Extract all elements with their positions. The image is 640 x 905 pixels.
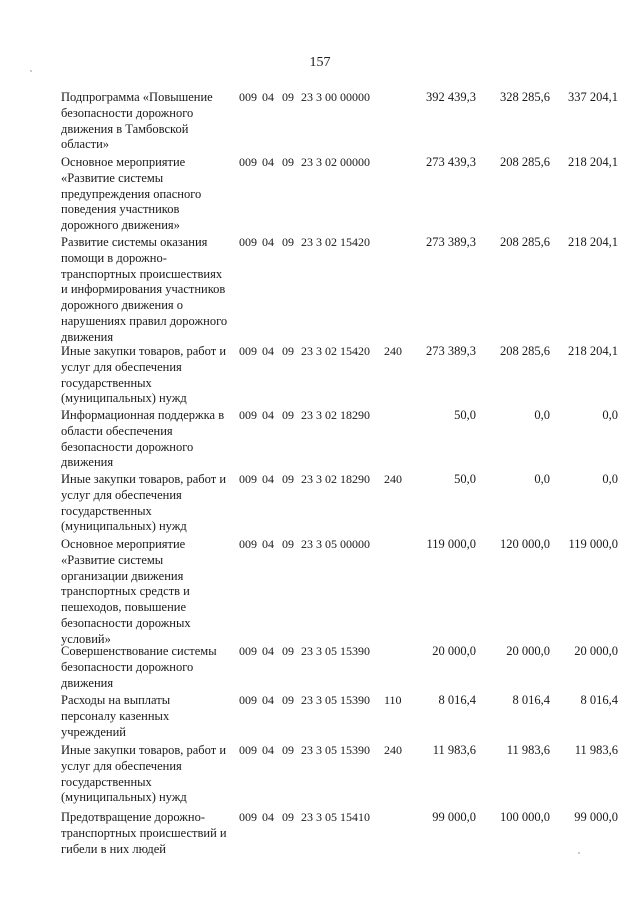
row-name: Иные закупки товаров, работ и услуг для обеспечения государственных (муниципальных) нужд xyxy=(61,344,227,406)
amount-year-2: 8 016,4 xyxy=(512,693,550,707)
amount-year-1: 273 439,3 xyxy=(426,155,476,169)
grbs-code: 009 xyxy=(239,644,257,658)
amount-year-3: 119 000,0 xyxy=(568,537,618,551)
amount-year-1: 273 389,3 xyxy=(426,235,476,249)
amount-year-3: 99 000,0 xyxy=(574,810,618,824)
section-code: 04 xyxy=(262,344,274,358)
amount-year-3: 8 016,4 xyxy=(580,693,618,707)
row-name: Иные закупки товаров, работ и услуг для обеспечения государственных (муниципальных) нужд xyxy=(61,743,227,805)
section-code: 04 xyxy=(262,810,274,824)
grbs-code: 009 xyxy=(239,472,257,486)
amount-year-1: 11 983,6 xyxy=(432,743,476,757)
amount-year-1: 50,0 xyxy=(454,408,476,422)
amount-year-2: 100 000,0 xyxy=(500,810,550,824)
scan-speck xyxy=(578,852,580,854)
subsection-code: 09 xyxy=(282,472,294,486)
amount-year-1: 50,0 xyxy=(454,472,476,486)
row-name: Развитие системы оказания помощи в дорожно- транспортных происшествиях и информирования участников дорожного движения о нарушениях правил дорожного движения xyxy=(61,235,228,344)
target-article-code: 23 3 05 15390 xyxy=(301,644,370,658)
amount-year-3: 218 204,1 xyxy=(568,344,618,358)
section-code: 04 xyxy=(262,693,274,707)
row-name: Совершенствование системы безопасности дорожного движения xyxy=(61,644,217,690)
amount-year-2: 208 285,6 xyxy=(500,235,550,249)
subsection-code: 09 xyxy=(282,155,294,169)
grbs-code: 009 xyxy=(239,155,257,169)
page-number: 157 xyxy=(309,55,331,70)
row-name: Информационная поддержка в области обеспечения безопасности дорожного движения xyxy=(61,408,225,470)
subsection-code: 09 xyxy=(282,644,294,658)
target-article-code: 23 3 00 00000 xyxy=(301,90,370,104)
target-article-code: 23 3 05 00000 xyxy=(301,537,370,551)
target-article-code: 23 3 02 18290 xyxy=(301,408,370,422)
row-name: Расходы на выплаты персоналу казенных учреждений xyxy=(61,693,171,739)
section-code: 04 xyxy=(262,408,274,422)
amount-year-3: 0,0 xyxy=(602,408,618,422)
amount-year-2: 208 285,6 xyxy=(500,155,550,169)
amount-year-2: 208 285,6 xyxy=(500,344,550,358)
amount-year-3: 11 983,6 xyxy=(574,743,618,757)
amount-year-1: 8 016,4 xyxy=(438,693,476,707)
section-code: 04 xyxy=(262,537,274,551)
grbs-code: 009 xyxy=(239,90,257,104)
scan-speck xyxy=(30,70,32,72)
amount-year-1: 99 000,0 xyxy=(432,810,476,824)
target-article-code: 23 3 05 15390 xyxy=(301,743,370,757)
grbs-code: 009 xyxy=(239,235,257,249)
grbs-code: 009 xyxy=(239,408,257,422)
target-article-code: 23 3 02 15420 xyxy=(301,344,370,358)
target-article-code: 23 3 02 15420 xyxy=(301,235,370,249)
amount-year-3: 218 204,1 xyxy=(568,155,618,169)
amount-year-3: 337 204,1 xyxy=(568,90,618,104)
subsection-code: 09 xyxy=(282,693,294,707)
subsection-code: 09 xyxy=(282,235,294,249)
target-article-code: 23 3 05 15390 xyxy=(301,693,370,707)
amount-year-2: 120 000,0 xyxy=(500,537,550,551)
row-name: Подпрограмма «Повышение безопасности дорожного движения в Тамбовской области» xyxy=(61,90,213,152)
section-code: 04 xyxy=(262,155,274,169)
grbs-code: 009 xyxy=(239,810,257,824)
section-code: 04 xyxy=(262,472,274,486)
section-code: 04 xyxy=(262,235,274,249)
expense-type-code: 110 xyxy=(384,693,402,707)
amount-year-3: 218 204,1 xyxy=(568,235,618,249)
grbs-code: 009 xyxy=(239,743,257,757)
target-article-code: 23 3 02 18290 xyxy=(301,472,370,486)
subsection-code: 09 xyxy=(282,537,294,551)
amount-year-2: 328 285,6 xyxy=(500,90,550,104)
amount-year-2: 0,0 xyxy=(534,472,550,486)
grbs-code: 009 xyxy=(239,344,257,358)
amount-year-2: 11 983,6 xyxy=(506,743,550,757)
section-code: 04 xyxy=(262,644,274,658)
row-name: Иные закупки товаров, работ и услуг для обеспечения государственных (муниципальных) нужд xyxy=(61,472,227,534)
expense-type-code: 240 xyxy=(384,743,402,757)
grbs-code: 009 xyxy=(239,693,257,707)
expense-type-code: 240 xyxy=(384,344,402,358)
target-article-code: 23 3 02 00000 xyxy=(301,155,370,169)
amount-year-3: 0,0 xyxy=(602,472,618,486)
subsection-code: 09 xyxy=(282,90,294,104)
amount-year-2: 20 000,0 xyxy=(506,644,550,658)
amount-year-2: 0,0 xyxy=(534,408,550,422)
row-name: Основное мероприятие «Развитие системы предупреждения опасного поведения участников дорожного движения» xyxy=(61,155,202,233)
subsection-code: 09 xyxy=(282,408,294,422)
section-code: 04 xyxy=(262,743,274,757)
expense-type-code: 240 xyxy=(384,472,402,486)
section-code: 04 xyxy=(262,90,274,104)
amount-year-1: 273 389,3 xyxy=(426,344,476,358)
row-name: Основное мероприятие «Развитие системы организации движения транспортных средств и пешеходов, повышение безопасности дорожных условий» xyxy=(61,537,191,646)
amount-year-1: 20 000,0 xyxy=(432,644,476,658)
target-article-code: 23 3 05 15410 xyxy=(301,810,370,824)
subsection-code: 09 xyxy=(282,344,294,358)
grbs-code: 009 xyxy=(239,537,257,551)
amount-year-3: 20 000,0 xyxy=(574,644,618,658)
subsection-code: 09 xyxy=(282,743,294,757)
subsection-code: 09 xyxy=(282,810,294,824)
row-name: Предотвращение дорожно- транспортных происшествий и гибели в них людей xyxy=(61,810,227,856)
amount-year-1: 392 439,3 xyxy=(426,90,476,104)
amount-year-1: 119 000,0 xyxy=(426,537,476,551)
